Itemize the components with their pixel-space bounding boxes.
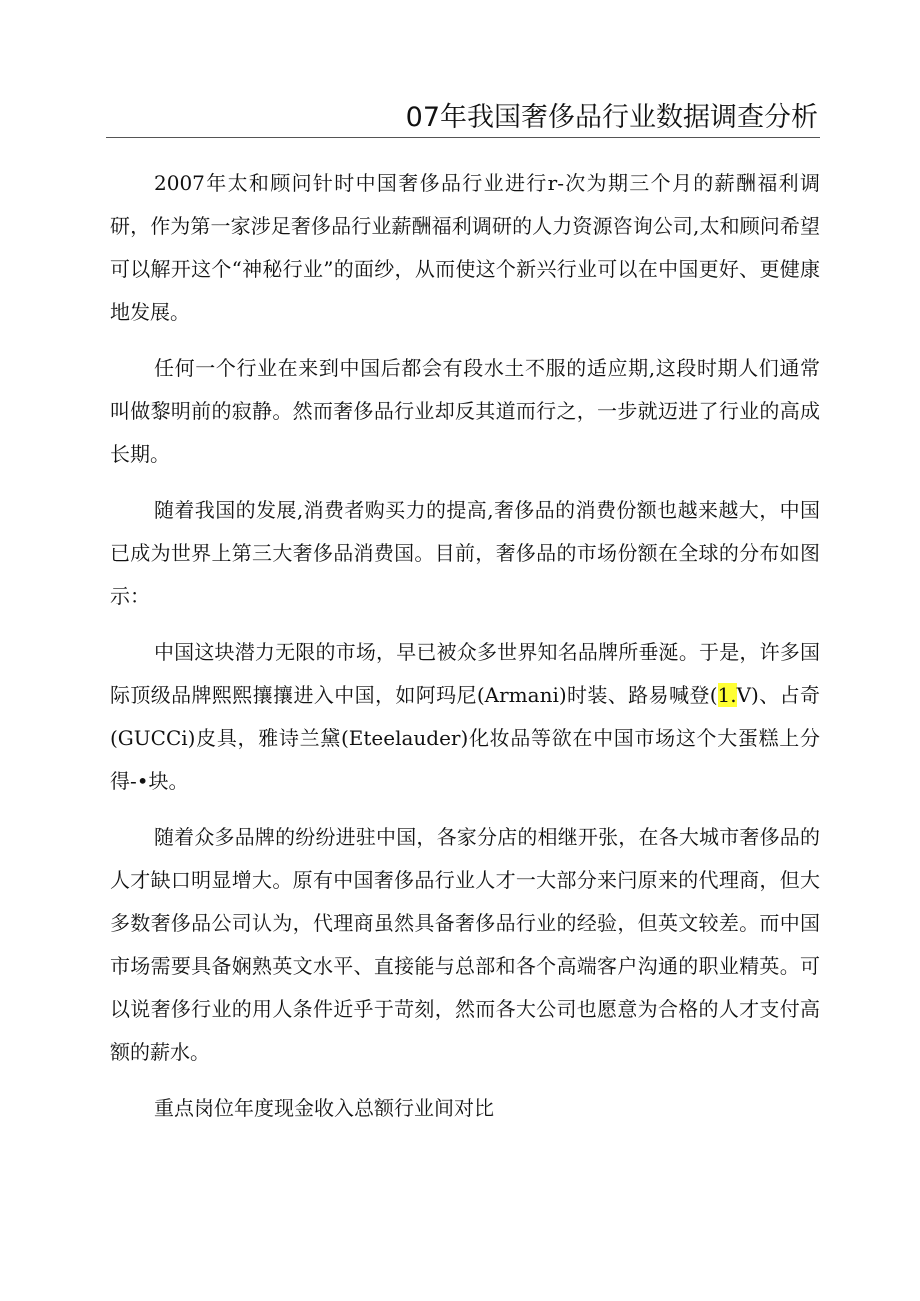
paragraph-growth-period: 任何一个行业在来到中国后都会有段水土不服的适应期,这段时期人们通常叫做黎明前的寂静。然而奢侈品行业却反其道而行之，一步就迈进了行业的高成长期。 xyxy=(110,356,820,466)
paragraph-brands-entering xyxy=(110,631,820,803)
paragraph-brands-text-before: 中国这块潜力无限的市场，早已被众多世界知名品牌所垂涎。于是，许多国际顶级品牌熙熙攘攘进入中国，如阿玛尼(Armani)时装、路易喊登( xyxy=(110,640,820,707)
paragraph-survey-intro: 2007年太和顾问针时中国奢侈品行业进行r-次为期三个月的薪酬福利调研，作为第一家涉足奢侈品行业薪酬福利调研的人力资源咨询公司,太和顾问希望可以解开这个“神秘行业”的面纱，从而使这个新兴行业可以在中国更好、更健康地发展。 xyxy=(110,171,820,324)
document-title: 07年我国奢侈品行业数据调查分析 xyxy=(405,102,818,133)
paragraph-market-share: 随着我国的发展,消费者购买力的提高,奢侈品的消费份额也越来越大，中国已成为世界上第三大奢侈品消费国。目前，奢侈品的市场份额在全球的分布如图示： xyxy=(110,498,820,608)
highlighted-text: 1. xyxy=(717,683,737,707)
section-heading-income-comparison: 重点岗位年度现金收入总额行业间对比 xyxy=(154,1096,494,1120)
title-underline-rule xyxy=(106,137,820,138)
paragraph-talent-gap: 随着众多品牌的纷纷进驻中国，各家分店的相继开张，在各大城市奢侈品的人才缺口明显增大。原有中国奢侈品行业人才一大部分来闩原来的代理商，但大多数奢侈品公司认为，代理商虽然具备奢侈品行业的经验，但英文较差。而中国市场需要具备娴熟英文水平、直接能与总部和各个高端客户沟通的职业精英。可以说奢侈行业的用人条件近乎于苛刻，然而各大公司也愿意为合格的人才支付高额的薪水。 xyxy=(110,825,820,1064)
paragraph-brands-text-after: V)、占奇(GUCCi)皮具，雅诗兰黛(Eteelauder)化妆品等欲在中国市场这个大蛋糕上分得-•块。 xyxy=(110,683,821,793)
document-body xyxy=(110,162,820,1143)
